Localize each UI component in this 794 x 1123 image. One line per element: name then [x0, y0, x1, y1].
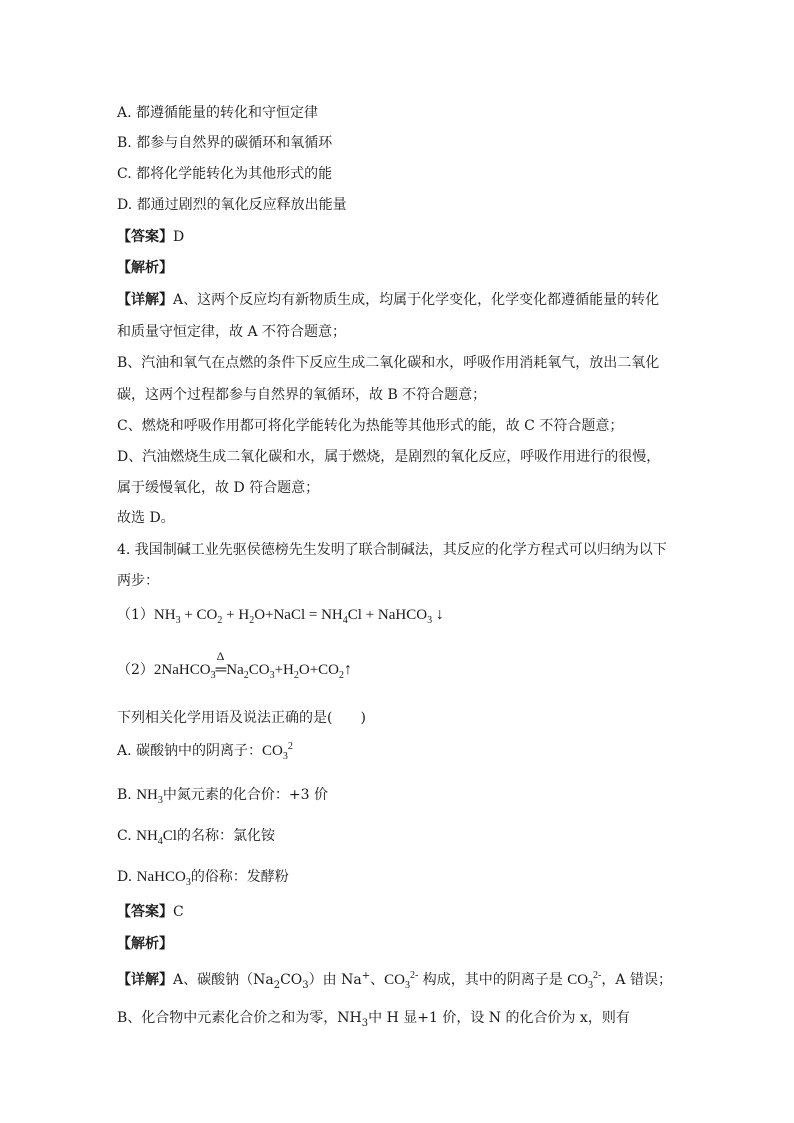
answer-value: C [173, 904, 184, 920]
q4-analysis-label [117, 934, 173, 954]
q3-answer [117, 227, 184, 247]
gas-arrow-icon: ↑ [344, 661, 353, 678]
carbonate-ion-formula: $CO_3^{2-}$ [384, 970, 419, 991]
q3-option-c: C. 都将化学能转化为其他形式的能 [117, 166, 333, 182]
detail-text: ）由 Na [308, 972, 362, 988]
option-b-prefix: B. [117, 787, 137, 803]
q3-option-a: A. 都遵循能量的转化和守恒定律 [117, 105, 319, 121]
answer-label: 【答案】 [117, 229, 173, 245]
carbonate-ion-formula: $CO_3^{2-}$ [567, 970, 602, 991]
q4-option-b [117, 785, 328, 805]
q4-option-c [117, 826, 275, 846]
detail-text: CO [280, 972, 303, 988]
heating-condition: Δ ═ [216, 660, 227, 680]
detail-text: 、 [370, 972, 385, 988]
analysis-label: 【解析】 [117, 260, 173, 276]
q3-conclusion: 故选 D。 [117, 510, 175, 526]
detail-text: B、化合物中元素化合价之和为零，NH [117, 1010, 362, 1026]
detail-text: A、这两个反应均有新物质生成，均属于化学变化，化学变化都遵循能量的转化 [173, 292, 660, 308]
carbonate-ion-formula: $CO_3^2$ [262, 741, 293, 762]
option-c-prefix: C. [117, 828, 137, 844]
option-d-prefix: D. [117, 869, 137, 885]
detail-text: 构成，其中的阴离子是 [418, 972, 568, 988]
equation-1-label: （1） [117, 607, 154, 623]
answer-value: D [173, 229, 185, 245]
q4-option-d [117, 867, 289, 887]
ammonium-chloride-formula: $NH_4Cl$ [136, 828, 177, 847]
q3-detail-line-4: 碳，这两个过程都参与自然界的氧循环，故 B 不符合题意； [117, 387, 487, 403]
option-c-text: 的名称：氯化铵 [176, 828, 275, 844]
delta-icon: Δ [216, 649, 225, 663]
q4-question: 下列相关化学用语及说法正确的是( ) [117, 710, 366, 726]
q3-detail-line-2: 和质量守恒定律，故 A 不符合题意； [117, 324, 347, 340]
q4-stem-line-2: 两步： [117, 573, 159, 589]
equation-2 [117, 649, 353, 681]
option-d-text: 的俗称：发酵粉 [190, 869, 289, 885]
detail-label: 【详解】 [117, 292, 173, 308]
equation-2-label: （2） [117, 662, 154, 678]
q4-answer [117, 902, 184, 922]
q3-detail-line-3: B、汽油和氧气在点燃的条件下反应生成二氧化碳和水，呼吸作用消耗氧气，放出二氧化 [117, 355, 660, 371]
q4-option-a [117, 741, 293, 761]
q4-detail-line-2: B、化合物中元素化合价之和为零，$NH_3$中 H 显+1 价，设 N 的化合价为 x，则有 [117, 1010, 630, 1029]
q3-detail-line-6: D、汽油燃烧生成二氧化碳和水，属于燃烧，是剧烈的氧化反应，呼吸作用进行的很慢， [117, 449, 661, 465]
ammonia-formula: $NH_3$ [136, 787, 163, 806]
detail-text: 中 H 显+1 价，设 N 的化合价为 x，则有 [368, 1010, 630, 1026]
detail-label: 【详解】 [117, 972, 173, 988]
equation-2-formula: 2NaHCO$_3$ Δ $═Na_2CO_3+H_2O+CO_2↑$ [154, 662, 352, 678]
precipitate-arrow-icon: ↓ [435, 606, 444, 623]
sodium-bicarbonate-formula: NaHCO$_3$ [136, 869, 191, 888]
detail-text: ，A 错误； [601, 972, 672, 988]
option-b-text: 中氮元素的化合价：+3 价 [162, 787, 328, 803]
detail-text: A、碳酸钠（Na [173, 972, 274, 988]
equation-1-formula: $NH_3 + CO_2$ + $H_2O+NaCl = NH_4Cl$ + NaHCO$_3$ ↓ [153, 606, 444, 626]
q3-detail-line-1 [117, 290, 659, 310]
q3-detail-line-5: C、燃烧和呼吸作用都可将化学能转化为热能等其他形式的能，故 C 不符合题意； [117, 418, 624, 434]
q3-detail-line-7: 属于缓慢氧化，故 D 符合题意； [117, 480, 320, 496]
equation-1 [117, 605, 444, 625]
q4-detail-line-1: 【详解】A、碳酸钠$(Na_2CO_3)$由 Na+、$CO_3^{2-}$ 构成，其中的阴离子是 $CO_3^{2-}$，A 错误； [117, 970, 672, 991]
q4-stem-line-1: 4. 我国制碱工业先驱侯德榜先生发明了联合制碱法，其反应的化学方程式可以归纳为以下 [117, 542, 667, 558]
q3-analysis-label [117, 258, 173, 278]
analysis-label: 【解析】 [117, 936, 173, 952]
q3-option-b: B. 都参与自然界的碳循环和氧循环 [117, 135, 333, 151]
answer-label: 【答案】 [117, 904, 173, 920]
q3-option-d: D. 都通过剧烈的氧化反应释放出能量 [117, 197, 347, 213]
option-a-text: A. 碳酸钠中的阴离子： [117, 743, 263, 759]
